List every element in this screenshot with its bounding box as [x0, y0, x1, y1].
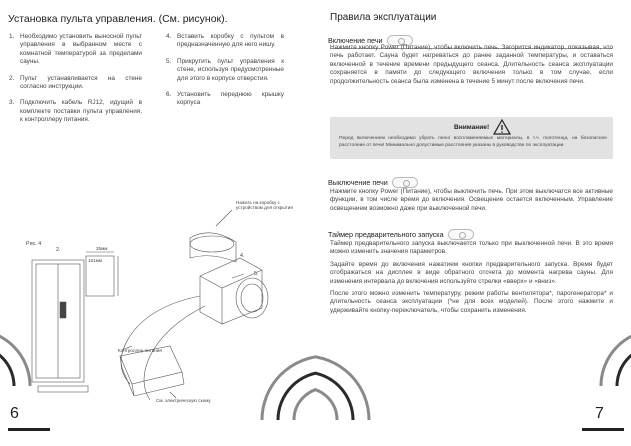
- power-on-text: Нажмите кнопку Power (Питание), чтобы включить печь. Загорится индикатор, показывая, что печь работает. Сауна будет нагреваться до ранее заданной температуры, и оставаться включенной в течение времени предыдущего сеанса. Длительность сеанса эксплуатации сохраняется в памяти до следующего включения только в том случае, если продолжительность сеанса была изменена в течение 5 минут после включения печи.: [330, 44, 613, 85]
- timer-paragraph: Таймер предварительного запуска выключается только при выключенной печи. В это время можно изменить значения параметров.: [330, 240, 613, 256]
- timer-paragraph: Задайте время до включения нажатием кнопки предварительного запуска. Время будет отображаться на дисплее в виде обратного отсчета до момента нагрева сауны. Для изменения интервала до включения используйте стрелки «вверх» и «вниз».: [330, 260, 613, 285]
- timer-heading-text: Таймер предварительного запуска: [328, 230, 444, 239]
- dimension-161mm: 161мм: [88, 258, 102, 263]
- step-text: Установить переднюю крышку корпуса: [177, 91, 284, 107]
- step-text: Необходимо установить выносной пульт управления в выбранном месте с комнатной температурой за пределами сауны.: [20, 33, 142, 66]
- power-on-heading-text: Включение печи: [328, 36, 383, 45]
- step-text: Вставить коробку с пультом в предназначенную для него нишу.: [177, 33, 284, 49]
- right-decor-arcs: [316, 0, 631, 446]
- step-2-marker: 2.: [56, 247, 61, 253]
- warning-text: Перед включением необходимо убрать легко воспламеняемые материалы, в т.ч. полотенца, на безопасное расстояние от печи! Минимально допустимые расстояния указаны в руководстве по эксплуатации.: [339, 136, 607, 148]
- footer-bar-right: [582, 428, 624, 431]
- power-off-heading-text: Выключение печи: [328, 178, 388, 187]
- page-number-left: 6: [10, 405, 19, 422]
- step-text: Подключить кабель RJ12, идущий в комплекте поставки пульта управления, к контроллеру питания.: [20, 99, 142, 124]
- step-number: 5.: [166, 57, 172, 65]
- install-title: Установка пульта управления. (См. рисунок).: [8, 13, 228, 25]
- step-5-marker: 5.: [254, 271, 259, 277]
- note-power-controller: Контроллер питания: [118, 348, 162, 353]
- note-press-box: Нажать на коробку с устройством для открытия: [236, 200, 293, 211]
- operation-title: Правила эксплуатации: [330, 12, 437, 23]
- page-number-right: 7: [595, 405, 604, 422]
- figure-label: Рис. 4: [26, 241, 42, 247]
- timer-paragraph: После этого можно изменить температуру, режим работы вентилятора*, парогенератора* и длительность сеанса эксплуатации (*не для всех моделей). После этого нажмите и удерживайте кнопку-переключатель, чтобы сохранить изменения.: [330, 290, 613, 314]
- note-electric-scheme: См. электрическую схему: [156, 398, 211, 403]
- step-number: 2.: [9, 74, 15, 82]
- footer-bar-left: [8, 428, 50, 431]
- power-off-text: Нажмите кнопку Power (Питание), чтобы выключить печь. При этом выключатся все активные функции, в том числе время до включения. Освещение остается включенным. Управление освещением возможно даже при выключенной печи.: [330, 188, 613, 212]
- right-page: [316, 0, 631, 446]
- step-text: Прикрутить пульт управления к стене, используя предусмотренные для этого в корпусе отверстия.: [177, 57, 284, 82]
- step-text: Пульт устанавливается на стене согласно инструкции.: [20, 74, 142, 91]
- dimension-25mm: 25мм: [96, 246, 108, 251]
- step-number: 3.: [9, 99, 15, 107]
- step-number: 4.: [166, 33, 172, 40]
- warning-title: Внимание!: [454, 124, 490, 131]
- step-number: 6.: [166, 91, 172, 99]
- step-4-marker: 4.: [240, 253, 245, 259]
- step-number: 1.: [9, 33, 15, 40]
